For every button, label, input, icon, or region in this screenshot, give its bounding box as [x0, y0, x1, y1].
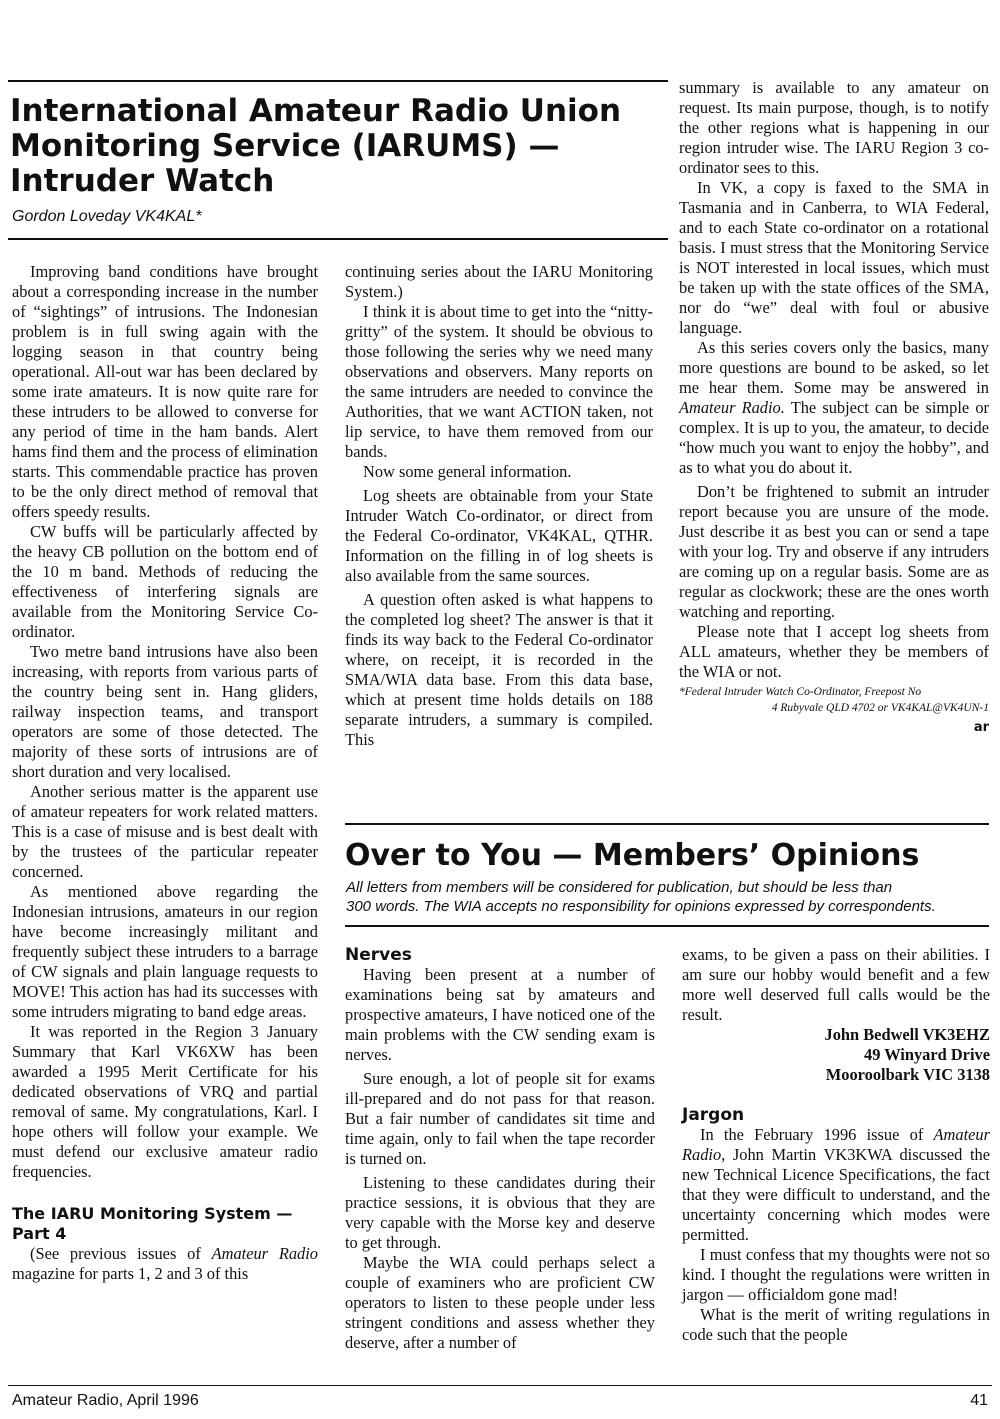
paragraph: It was reported in the Region 3 January Summary that Karl VK6XW has been awarded a 1995 Merit Certificate for his dedicated observations of VRQ and partial removal of same. My congratulations, Karl. I hope others will follow your example. We must defend our exclusive amateur radio frequencies. [12, 1022, 318, 1181]
end-mark: ar [973, 720, 989, 735]
paragraph: What is the merit of writing regulations in code such that the people [682, 1305, 990, 1344]
paragraph: Now some general information. [363, 462, 572, 481]
paragraph: Having been present at a number of examinations being sat by amateurs and prospective amateurs, I have noticed one of the main problems with the CW sending exam is nerves. [345, 965, 655, 1064]
signature-name: John Bedwell VK3EHZ [824, 1025, 990, 1044]
letter-heading-jargon: Jargon [682, 1105, 745, 1125]
article-title-line-1: International Amateur Radio Union [10, 93, 622, 129]
opinions-intro-line-1: All letters from members will be considered for publication, but should be less than [346, 879, 893, 896]
article1-column-2 [345, 262, 653, 750]
paragraph: I think it is about time to get into the “nitty-gritty” of the system. It should be obvious to those following the series why we need many observations and observers. Many reports on the same intruders are needed to convince the Authorities, that we want ACTION taken, not lip service, to have them removed from our bands. [345, 302, 653, 461]
paragraph: exams, to be given a pass on their abilities. I am sure our hobby would benefit and a few more well deserved full calls would be the result. [682, 945, 990, 1024]
letter-signature [682, 1025, 990, 1085]
paragraph: Maybe the WIA could perhaps select a couple of examiners who are proficient CW operators to listen to these people under less stringent conditions and assess whether they deserve, after a number of [345, 1253, 655, 1352]
opinions-top-rule [345, 823, 989, 825]
signature-address: 49 Winyard Drive [864, 1045, 990, 1064]
opinions-intro [346, 878, 991, 916]
footnote-line-1: *Federal Intruder Watch Co-Ordinator, Freepost No [679, 686, 922, 698]
paragraph: As this series covers only the basics, many more questions are bound to be asked, so let me hear them. Some may be answered in Amateur Radio. The subject can be simple or complex. It is up to you, the amateur, to decide “how much you want to enjoy the hobby”, and as to what you do about it. [679, 338, 989, 477]
paragraph: continuing series about the IARU Monitoring System.) [345, 262, 653, 301]
footnote [679, 684, 989, 716]
article1-column-1 [12, 262, 318, 1284]
article-title-line-3: Intruder Watch [10, 163, 275, 199]
opinions-bottom-rule [345, 925, 989, 927]
paragraph: Another serious matter is the apparent use of amateur repeaters for work related matters. This is a case of misuse and is best dealt with by the trustees of the particular repeater concerned. [12, 782, 318, 881]
paragraph: In VK, a copy is faxed to the SMA in Tasmania and in Canberra, to WIA Federal, and to each State co-ordinator on a rotational basis. I must stress that the Monitoring Service is NOT interested in local issues, which must be taken up with the state offices of the SMA, nor do “we” deal with foul or abusive language. [679, 178, 989, 337]
paragraph: A question often asked is what happens to the completed log sheet? The answer is that it finds its way back to the Federal Co-ordinator where, on receipt, it is recorded in the SMA/WIA data base. From this data base, which at present time holds details on 188 separate intruders, a summary is compiled. This [345, 590, 653, 749]
paragraph: Two metre band intrusions have also been increasing, with reports from various parts of the country being sent in. Hang gliders, railway inspection teams, and transport operators are some of those detected. The majority of these sorts of intrusions are of short duration and very localised. [12, 642, 318, 781]
paragraph: In the February 1996 issue of Amateur Radio, John Martin VK3KWA discussed the new Technical Licence Specifications, the fact that they were difficult to understand, and the uncertainty concerning which modes were permitted. [682, 1125, 990, 1244]
paragraph: (See previous issues of Amateur Radio magazine for parts 1, 2 and 3 of this [12, 1244, 318, 1283]
article-title [10, 94, 670, 199]
paragraph: Sure enough, a lot of people sit for exams ill-prepared and do not pass for that reason. But a fair number of candidates sit time and time again, only to fail when the tape recorder is turned on. [345, 1069, 655, 1168]
paragraph: Please note that I accept log sheets from ALL amateurs, whether they be members of the WIA or not. [679, 622, 989, 681]
footer-rule [8, 1385, 992, 1386]
letter-heading-nerves: Nerves [345, 945, 412, 965]
article1-column-3 [679, 78, 989, 738]
paragraph: Listening to these candidates during their practice sessions, it is obvious that they are very capable with the Morse key and deserve to get through. [345, 1173, 655, 1252]
paragraph: CW buffs will be particularly affected by the heavy CB pollution on the bottom end of the 10 m band. Methods of reducing the effectiveness of interfering signals are available from the Monitoring Service Co-ordinator. [12, 522, 318, 641]
opinions-intro-line-2: 300 words. The WIA accepts no responsibility for opinions expressed by correspondents. [346, 898, 936, 915]
letter-nerves [345, 945, 655, 1353]
footnote-line-2: 4 Rubyvale QLD 4702 or VK4KAL@VK4UN-1 [771, 702, 989, 714]
paragraph: Log sheets are obtainable from your State Intruder Watch Co-ordinator, or direct from the Federal Co-ordinator, VK4KAL, QTHR. Information on the filling in of log sheets is also available from the same sources. [345, 486, 653, 585]
magazine-title: Amateur Radio. [679, 398, 785, 417]
section-subheading: The IARU Monitoring System — Part 4 [12, 1204, 293, 1243]
paragraph: Don’t be frightened to submit an intruder report because you are unsure of the mode. Just describe it as best you can or send a tape with your log. Try and observe if any intruders are coming up on a regular basis. Some are as regular as clockwork; these are the ones worth watching and reporting. [679, 482, 989, 621]
paragraph: I must confess that my thoughts were not so kind. I thought the regulations were written in jargon — officialdom gone mad! [682, 1245, 990, 1304]
page-number: 41 [970, 1392, 988, 1409]
paragraph: summary is available to any amateur on request. Its main purpose, though, is to notify the other regions what is happening in our region intruder wise. The IARU Region 3 co-ordinator sees to this. [679, 78, 989, 177]
title-top-rule [8, 80, 668, 82]
byline-rule [8, 238, 668, 240]
article-title-line-2: Monitoring Service (IARUMS) — [10, 128, 560, 164]
byline: Gordon Loveday VK4KAL* [12, 208, 202, 225]
paragraph: Improving band conditions have brought about a corresponding increase in the number of “sightings” of intrusions. The Indonesian problem is in full swing again with the logging season in that country being operational. All-out war has been declared by some irate amateurs. It is now quite rare for these intruders to be allowed to converse for any period of time in the ham bands. Alert hams find them and the process of elimination starts. This commendable practice has proven to be the only direct method of removal that offers speedy results. [12, 262, 318, 521]
paragraph: As mentioned above regarding the Indonesian intrusions, amateurs in our region have become increasingly militant and frequently subject these intruders to a barrage of CW signals and plain language requests to MOVE! This action has had its successes with some intruders migrating to band edge areas. [12, 882, 318, 1021]
opinions-title: Over to You — Members’ Opinions [345, 838, 920, 873]
signature-suburb: Mooroolbark VIC 3138 [825, 1065, 990, 1084]
letters-column-right [682, 945, 990, 1345]
footer-publication: Amateur Radio, April 1996 [12, 1392, 199, 1409]
magazine-title: Amateur Radio, [682, 1125, 990, 1164]
magazine-title: Amateur Radio [211, 1244, 318, 1263]
